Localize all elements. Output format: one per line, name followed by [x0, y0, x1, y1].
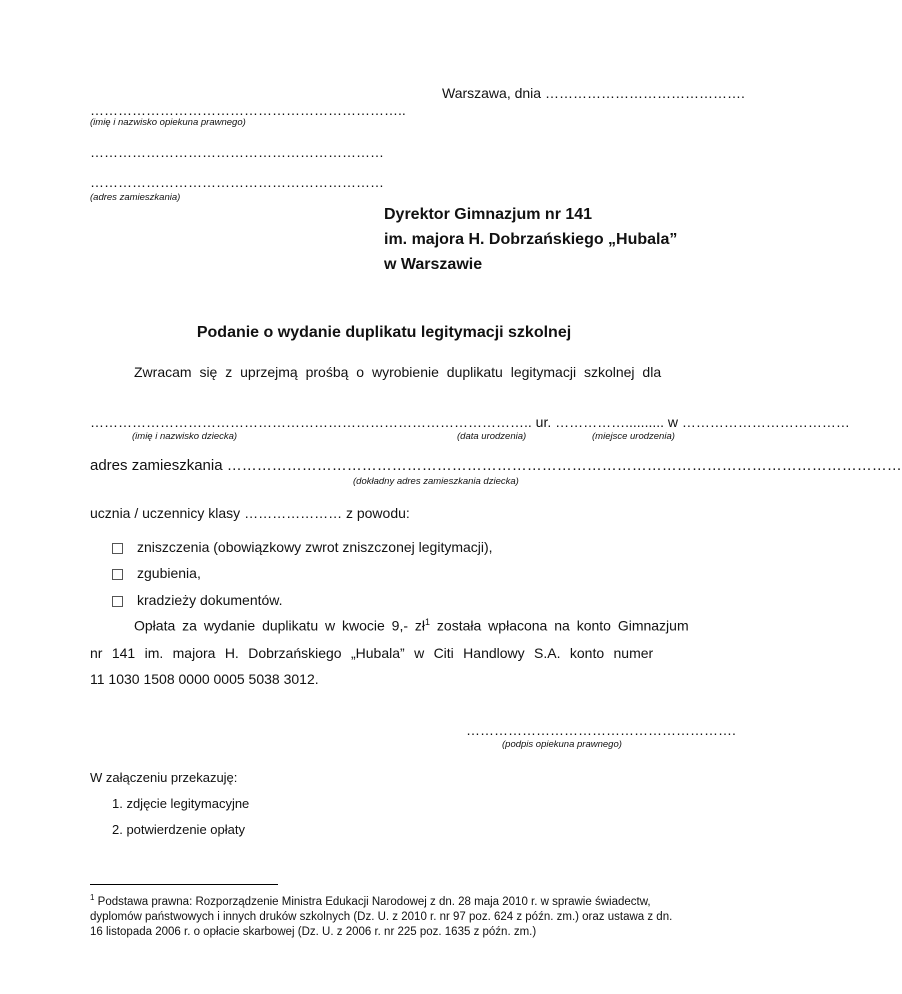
- attachment-item: 2. potwierdzenie opłaty: [112, 822, 245, 837]
- payment-line-3: 11 1030 1508 0000 0005 5038 3012.: [90, 671, 319, 687]
- recipient-line-1: Dyrektor Gimnazjum nr 141: [384, 206, 593, 223]
- attachments-heading: W załączeniu przekazuję:: [90, 770, 238, 785]
- sender-name-caption: (imię i nazwisko opiekuna prawnego): [90, 117, 246, 128]
- attachment-item: 1. zdjęcie legitymacyjne: [112, 796, 250, 811]
- document-title: Podanie o wydanie duplikatu legitymacji szkolnej: [196, 324, 572, 341]
- footnote: [90, 890, 680, 940]
- payment-line-1: [134, 617, 689, 634]
- child-name-caption: (imię i nazwisko dziecka): [132, 431, 238, 442]
- child-line: ………………………………………………………………………………….. ur. …………….......... w ………………………………: [90, 414, 850, 430]
- payment-text-1: Opłata za wydanie duplikatu w kwocie 9,- zł: [134, 617, 426, 634]
- reason-label: zgubienia,: [137, 565, 201, 581]
- sender-address-caption: (adres zamieszkania): [90, 192, 181, 203]
- recipient-block: [384, 202, 677, 277]
- place-date: Warszawa, dnia …………………………………….: [442, 85, 745, 101]
- payment-line-2: nr 141 im. majora H. Dobrzańskiego „Hubala” w Citi Handlowy S.A. konto numer: [90, 645, 654, 661]
- recipient-line-3: w Warszawie: [384, 256, 483, 273]
- reason-label: zniszczenia (obowiązkowy zwrot zniszczonej legitymacji),: [137, 539, 493, 555]
- class-line: ucznia / uczennicy klasy ………………… z powodu:: [90, 505, 410, 521]
- sender-address-dots-1: ………………………………………………………: [90, 144, 384, 160]
- reason-item: [112, 565, 201, 581]
- intro-text: Zwracam się z uprzejmą prośbą o wyrobienie duplikatu legitymacji szkolnej dla: [134, 364, 662, 380]
- signature-dots: ………………………………………………….: [466, 722, 736, 738]
- footnote-separator: [90, 884, 278, 885]
- child-address-line: adres zamieszkania ………………………………………………………………………………………………………………………: [90, 457, 902, 474]
- recipient-line-2: im. majora H. Dobrzańskiego „Hubala”: [384, 231, 678, 248]
- child-birth-date-caption: (data urodzenia): [457, 431, 527, 442]
- reason-label: kradzieży dokumentów.: [137, 592, 283, 608]
- signature-caption: (podpis opiekuna prawnego): [502, 739, 622, 750]
- footnote-ref: 1: [425, 617, 431, 627]
- footnote-marker: 1: [90, 893, 95, 902]
- sender-name-dots: …………………………………………………………..: [90, 102, 406, 118]
- checkbox-icon[interactable]: [112, 596, 123, 607]
- child-birth-place-caption: (miejsce urodzenia): [592, 431, 675, 442]
- checkbox-icon[interactable]: [112, 543, 123, 554]
- reason-item: [112, 592, 283, 608]
- payment-text-2: została wpłacona na konto Gimnazjum: [430, 617, 689, 634]
- child-address-caption: (dokładny adres zamieszkania dziecka): [353, 476, 519, 487]
- checkbox-icon[interactable]: [112, 569, 123, 580]
- reason-item: [112, 539, 493, 555]
- footnote-text: Podstawa prawna: Rozporządzenie Ministra Edukacji Narodowej z dn. 28 maja 2010 r. w sprawie świadectw, dyplomów państwowych i innych druków szkolnych (Dz. U. z 2010 r. nr 97 poz. 624 z późn. zm.) oraz ustawa z dn. 16 listopada 2006 r. o opłacie skarbowej (Dz. U. z 2006 r. nr 225 poz. 1635 z późn. zm.): [90, 895, 673, 938]
- sender-address-dots-2: ………………………………………………………: [90, 174, 384, 190]
